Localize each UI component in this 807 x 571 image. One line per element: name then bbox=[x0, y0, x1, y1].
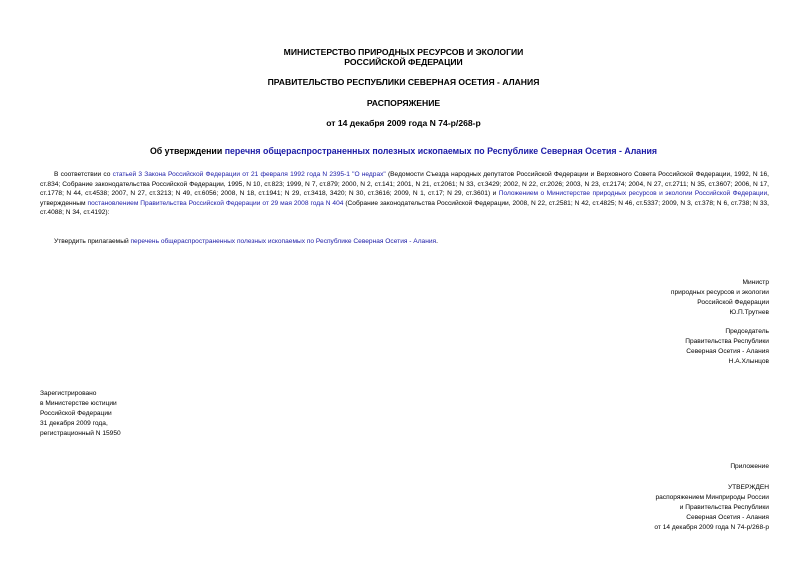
signature-line: Российской Федерации bbox=[697, 299, 769, 306]
government-title-text: ПРАВИТЕЛЬСТВО РЕСПУБЛИКИ СЕВЕРНАЯ ОСЕТИЯ - АЛАНИЯ bbox=[267, 77, 540, 87]
approval-stamp bbox=[654, 483, 769, 533]
signature-line: Северная Осетия - Алания bbox=[686, 348, 769, 355]
registration-line: Зарегистрировано bbox=[40, 390, 97, 397]
preamble-text-4: (Собрание законодательства Российской Федерации, 2008, N 22, ст.2581; N 42, ст.4825; N 46, ст.5337; 2009, N 3, ст.378; N 6, ст.738; N 33, ст.4088; N 34, ст.4192): bbox=[40, 199, 769, 217]
subject-prefix: Об утверждении bbox=[149, 146, 225, 156]
approval-line: Северная Осетия - Алания bbox=[686, 514, 769, 521]
signature-line: Министр bbox=[742, 279, 769, 286]
preamble-text-1: В соответствии со bbox=[54, 171, 113, 178]
ministry-regulation-link[interactable]: Положением о Министерстве природных ресурсов и экологии Российской Федерации bbox=[498, 190, 768, 198]
signature-line: Ю.П.Трутнев bbox=[729, 309, 769, 316]
signature-line: природных ресурсов и экологии bbox=[670, 289, 769, 296]
minister-signature bbox=[671, 278, 769, 318]
approval-text-2: . bbox=[436, 238, 438, 245]
appendix-label-text: Приложение bbox=[730, 463, 769, 470]
document-header bbox=[0, 47, 807, 67]
approval-line: и Правительства Республики bbox=[679, 504, 769, 511]
chairman-signature bbox=[685, 327, 769, 367]
preamble-paragraph bbox=[40, 170, 769, 218]
signature-line: Правительства Республики bbox=[685, 338, 769, 345]
signature-line: Председатель bbox=[725, 328, 769, 335]
ministry-line-2: РОССИЙСКОЙ ФЕДЕРАЦИИ bbox=[344, 57, 463, 67]
registration-line: в Министерстве юстиции bbox=[40, 400, 117, 407]
document-type-text: РАСПОРЯЖЕНИЕ bbox=[366, 98, 441, 108]
approval-paragraph bbox=[40, 237, 769, 247]
approval-line: распоряжением Минприроды России bbox=[655, 494, 769, 501]
law-on-subsoil-link[interactable]: статьей 3 Закона Российской Федерации от 21 февраля 1992 года N 2395-1 "О недрах" bbox=[112, 171, 386, 178]
document-date bbox=[0, 118, 807, 128]
approval-line: от 14 декабря 2009 года N 74-р/268-р bbox=[654, 524, 769, 531]
government-title bbox=[0, 77, 807, 87]
document-date-text: от 14 декабря 2009 года N 74-р/268-р bbox=[326, 118, 481, 128]
registration-line: Российской Федерации bbox=[40, 410, 112, 417]
preamble-text-3: , утвержденным bbox=[40, 190, 769, 207]
subject-link[interactable]: перечня общераспространенных полезных ископаемых по Республике Северная Осетия - Алания bbox=[224, 146, 658, 156]
registration-line: регистрационный N 15950 bbox=[40, 430, 121, 437]
appendix-label bbox=[730, 462, 769, 472]
minerals-list-link[interactable]: перечень общераспространенных полезных ископаемых по Республике Северная Осетия - Алания bbox=[130, 238, 437, 245]
ministry-line-1: МИНИСТЕРСТВО ПРИРОДНЫХ РЕСУРСОВ И ЭКОЛОГИИ bbox=[283, 47, 524, 57]
approval-text-1: Утвердить прилагаемый bbox=[54, 238, 131, 245]
approval-line: УТВЕРЖДЕН bbox=[727, 484, 769, 491]
document-subject bbox=[0, 146, 807, 157]
registration-block bbox=[40, 389, 121, 439]
registration-line: 31 декабря 2009 года, bbox=[40, 420, 108, 427]
government-resolution-link[interactable]: постановлением Правительства Российской Федерации от 29 мая 2008 года N 404 bbox=[87, 199, 344, 207]
preamble-text-2: (Ведомости Съезда народных депутатов Российской Федерации и Верховного Совета Российской Федерации, 1992, N 16, ст.834; Собрание законодательства Российской Федерации, 1995, N 10, ст.823; 1999, N 7, ст.879; 2000, N 2, ст.141; 2001, N 21, ст.2061; N 33, ст.3429; 2002, N 22, ст.2026; 2003, N 23, ст.2174; 2004, N 27, ст.2711; N 35, ст.3607; 2006, N 17, ст.1778; N 44, ст.4538; 2007, N 27, ст.3213; N 49, ст.6056; 2008, N 18, ст.1941; N 29, ст.3418, 3420; N 30, ст.3616; 2009, N 1, ст.17; N 29, ст.3601) и bbox=[40, 171, 769, 198]
signature-line: Н.А.Хлынцов bbox=[728, 358, 769, 365]
document-type bbox=[0, 98, 807, 108]
